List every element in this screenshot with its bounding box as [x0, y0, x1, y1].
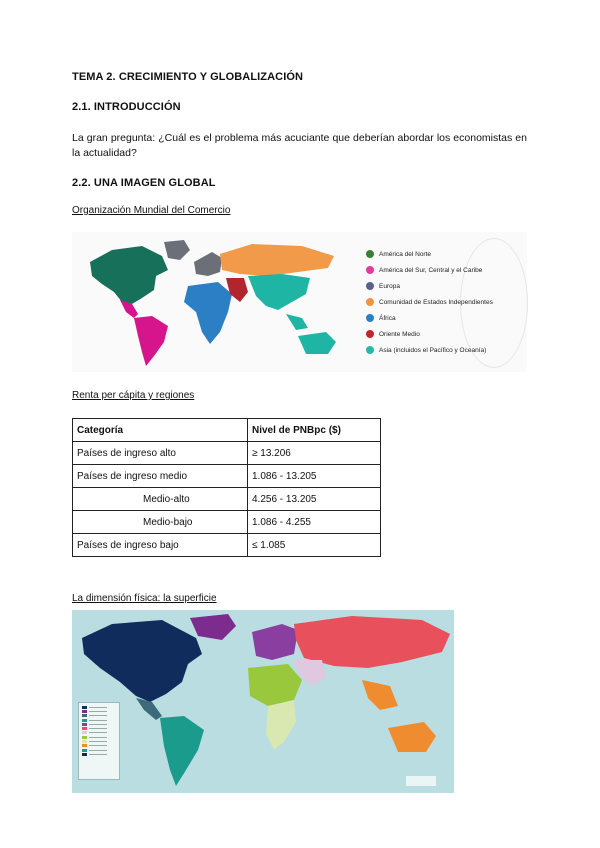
- section-heading-imagen-global: 2.2. UNA IMAGEN GLOBAL: [72, 177, 216, 189]
- table-cell-categoria: Medio-alto: [73, 488, 248, 511]
- legend-swatch: [82, 744, 87, 747]
- legend-swatch: [82, 753, 87, 756]
- legend-dot: [366, 266, 374, 274]
- map1-caption: Organización Mundial del Comercio: [72, 205, 231, 216]
- legend-swatch: [82, 740, 87, 743]
- table-cell-nivel: ≤ 1.085: [248, 534, 381, 557]
- map1-oceania: [298, 332, 336, 354]
- legend-line: [89, 737, 107, 738]
- legend-swatch: [82, 736, 87, 739]
- legend-item-america-norte: [366, 250, 431, 258]
- legend-swatch: [82, 723, 87, 726]
- surface-area-map: [72, 610, 454, 793]
- table-cell-nivel: ≥ 13.206: [248, 442, 381, 465]
- legend-line: [89, 728, 107, 729]
- map2-south-america: [160, 716, 204, 786]
- map2-europe: [252, 624, 298, 660]
- map1-north-america: [90, 246, 168, 304]
- map1-africa: [184, 282, 232, 344]
- map1-greenland: [164, 240, 190, 260]
- table-cell-nivel: 4.256 - 13.205: [248, 488, 381, 511]
- legend-line: [89, 750, 107, 751]
- document-title: TEMA 2. CRECIMIENTO Y GLOBALIZACIÓN: [72, 71, 304, 83]
- legend-dot: [366, 346, 374, 354]
- legend-line: [89, 720, 107, 721]
- table-cell-categoria: Países de ingreso bajo: [73, 534, 248, 557]
- legend-dot: [366, 330, 374, 338]
- wto-world-map-graphic: [72, 232, 362, 372]
- legend-dot: [366, 250, 374, 258]
- table-row: [73, 534, 381, 557]
- map1-cis: [220, 244, 334, 276]
- table-row: [73, 488, 381, 511]
- map2-north-america: [82, 620, 202, 702]
- legend-item-cei: [366, 298, 493, 306]
- map1-south-america: [134, 316, 168, 366]
- table-header-categoria: Categoría: [73, 419, 248, 442]
- legend-dot: [366, 314, 374, 322]
- table-cell-nivel: 1.086 - 13.205: [248, 465, 381, 488]
- table-header-nivel: Nivel de PNBpc ($): [248, 419, 381, 442]
- legend-dot: [366, 298, 374, 306]
- map2-legend-rows: [79, 703, 119, 757]
- legend-swatch: [82, 749, 87, 752]
- map2-logo: [406, 776, 436, 786]
- table-row: [73, 442, 381, 465]
- legend-label: América del Norte: [379, 250, 432, 258]
- map2-legend-row: [82, 752, 116, 756]
- table-caption: Renta per cápita y regiones: [72, 390, 195, 401]
- section-heading-introduccion: 2.1. INTRODUCCIÓN: [72, 101, 181, 113]
- legend-line: [89, 711, 107, 712]
- table-cell-categoria: Países de ingreso medio: [73, 465, 248, 488]
- legend-swatch: [82, 719, 87, 722]
- legend-line: [89, 707, 107, 708]
- legend-item-america-sur: [366, 266, 482, 274]
- map2-caption: La dimensión física: la superficie: [72, 593, 217, 604]
- map2-africa-north: [248, 664, 302, 706]
- legend-line: [89, 724, 107, 725]
- legend-item-oriente-medio: [366, 330, 420, 338]
- surface-world-map-graphic: [72, 610, 454, 793]
- legend-line: [89, 754, 107, 755]
- map2-greenland: [190, 614, 236, 640]
- map1-europe: [194, 252, 222, 276]
- legend-dot: [366, 282, 374, 290]
- legend-line: [89, 715, 107, 716]
- table-cell-nivel: 1.086 - 4.255: [248, 511, 381, 534]
- legend-label: Oriente Medio: [379, 330, 420, 338]
- map1-southeast-asia: [286, 314, 308, 330]
- table-cell-categoria: Países de ingreso alto: [73, 442, 248, 465]
- map1-asia: [248, 274, 310, 310]
- table-header-row: [73, 419, 381, 442]
- legend-swatch: [82, 706, 87, 709]
- legend-line: [89, 741, 107, 742]
- map2-southeast-asia: [362, 680, 398, 710]
- legend-label: África: [379, 314, 396, 322]
- intro-paragraph: La gran pregunta: ¿Cuál es el problema más acuciante que deberían abordar los economistas en la actualidad?: [72, 132, 527, 159]
- legend-label: Comunidad de Estados Independientes: [379, 298, 493, 306]
- legend-line: [89, 745, 107, 746]
- income-table: [72, 418, 381, 557]
- map2-central-america: [136, 698, 162, 720]
- legend-item-asia: [366, 346, 486, 354]
- legend-label: Europa: [379, 282, 400, 290]
- legend-swatch: [82, 714, 87, 717]
- map2-africa-south: [266, 700, 296, 750]
- legend-line: [89, 732, 107, 733]
- map2-legend-box: [78, 702, 120, 780]
- legend-swatch: [82, 727, 87, 730]
- table-row: [73, 465, 381, 488]
- legend-swatch: [82, 731, 87, 734]
- table-row: [73, 511, 381, 534]
- legend-item-africa: [366, 314, 396, 322]
- legend-swatch: [82, 710, 87, 713]
- legend-item-europa: [366, 282, 400, 290]
- legend-label: Asia (incluidos el Pacífico y Oceanía): [379, 346, 487, 354]
- table-cell-categoria: Medio-bajo: [73, 511, 248, 534]
- legend-label: América del Sur, Central y el Caribe: [379, 266, 483, 274]
- map2-australia: [388, 722, 436, 752]
